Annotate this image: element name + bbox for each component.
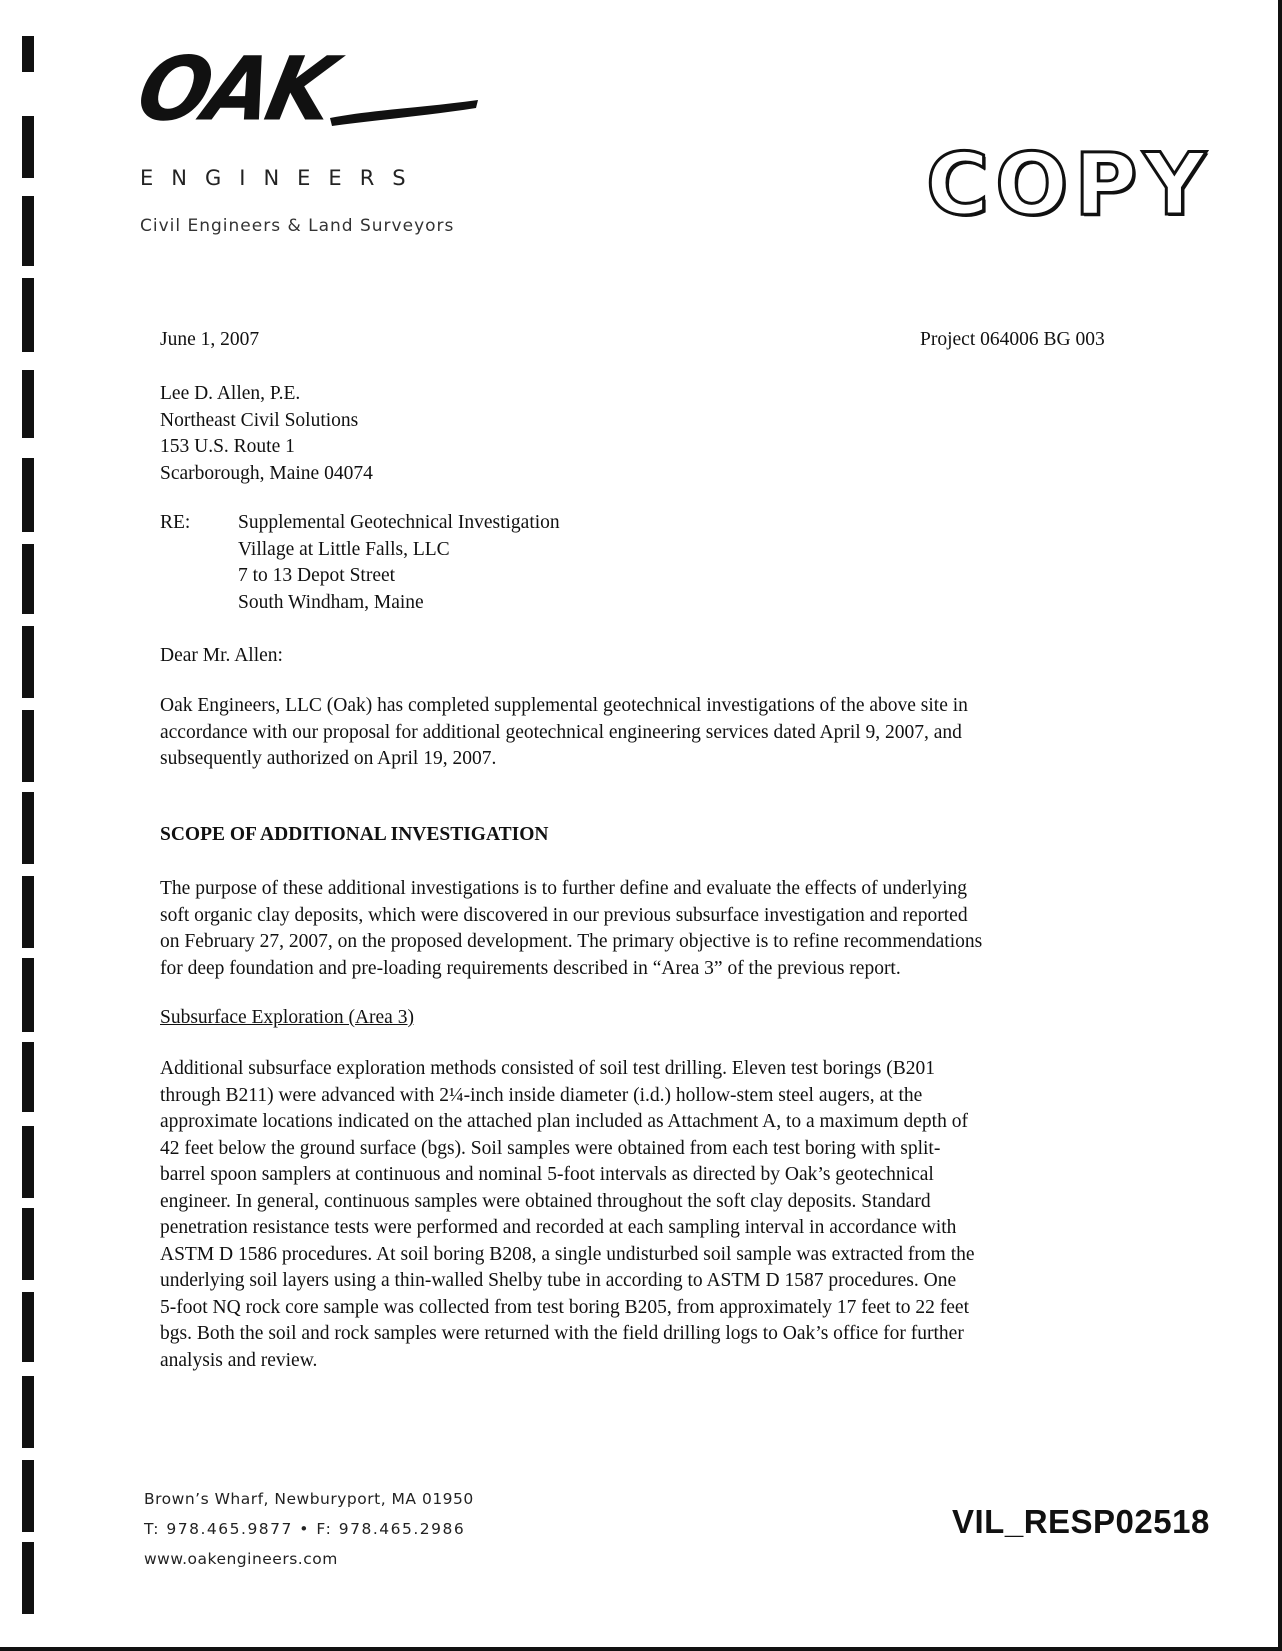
paragraph-line: 5-foot NQ rock core sample was collected from test boring B205, from approximately 17 feet to 22 feet (160, 1296, 970, 1318)
paragraph-line: Additional subsurface exploration methods consisted of soil test drilling. Eleven test borings (B201 (160, 1058, 936, 1079)
paragraph-line: approximate locations indicated on the attached plan included as Attachment A, to a maximum depth of (160, 1111, 968, 1132)
re-label: RE: (160, 512, 191, 533)
paragraph-line: soft organic clay deposits, which were discovered in our previous subsurface investigation and reported (160, 904, 968, 926)
re-line: South Windham, Maine (238, 591, 424, 613)
copy-stamp: COPY (926, 135, 1212, 235)
section-heading: SCOPE OF ADDITIONAL INVESTIGATION (160, 824, 549, 845)
paragraph-line: for deep foundation and pre-loading requirements described in “Area 3” of the previous report. (160, 957, 901, 979)
purpose-paragraph (160, 876, 1150, 982)
footer-contact (144, 1490, 474, 1580)
letter-date: June 1, 2007 (160, 329, 260, 350)
paragraph-line: Oak Engineers, LLC (Oak) has completed supplemental geotechnical investigations of the above site in (160, 695, 968, 716)
re-line: Village at Little Falls, LLC (238, 538, 450, 560)
paragraph-line: The purpose of these additional investigations is to further define and evaluate the effects of underlying (160, 878, 968, 899)
logo-wordmark: OAK (129, 37, 341, 141)
paragraph-line: engineer. In general, continuous samples were obtained throughout the soft clay deposits. Standard (160, 1190, 931, 1212)
exploration-paragraph (160, 1056, 1150, 1374)
paragraph-line: through B211) were advanced with 2¼-inch inside diameter (i.d.) hollow-stem steel augers, at the (160, 1084, 923, 1106)
paragraph-line: ASTM D 1586 procedures. At soil boring B208, a single undisturbed soil sample was extracted from the (160, 1243, 975, 1265)
paragraph-line: barrel spoon samplers at continuous and nominal 5-foot intervals as directed by Oak’s geotechnical (160, 1164, 934, 1185)
recipient-line: Northeast Civil Solutions (160, 409, 359, 431)
salutation: Dear Mr. Allen: (160, 645, 283, 666)
company-logo (129, 37, 480, 240)
re-subject (238, 510, 560, 616)
bates-number: VIL_RESP02518 (952, 1503, 1210, 1540)
project-number: Project 064006 BG 003 (920, 329, 1105, 350)
paragraph-line: analysis and review. (160, 1349, 318, 1371)
recipient-line: Scarborough, Maine 04074 (160, 462, 373, 484)
paragraph-line: 42 feet below the ground surface (bgs). Soil samples were obtained from each test boring with split- (160, 1137, 941, 1159)
recipient-address (160, 381, 373, 487)
re-line: Supplemental Geotechnical Investigation (238, 512, 560, 533)
footer-phone: T: 978.465.9877 • F: 978.465.2986 (144, 1520, 466, 1538)
logo-tagline: Civil Engineers & Land Surveyors (140, 216, 455, 236)
paragraph-line: on February 27, 2007, on the proposed development. The primary objective is to refine recommendations (160, 931, 983, 952)
footer-address: Brown’s Wharf, Newburyport, MA 01950 (144, 1490, 474, 1508)
re-line: 7 to 13 Depot Street (238, 565, 396, 586)
recipient-line: 153 U.S. Route 1 (160, 436, 295, 457)
scan-edge-marks (22, 30, 36, 1630)
subsection-heading: Subsurface Exploration (Area 3) (160, 1007, 414, 1028)
paragraph-line: penetration resistance tests were performed and recorded at each sampling interval in accordance with (160, 1217, 957, 1238)
intro-paragraph (160, 693, 1150, 773)
paragraph-line: accordance with our proposal for additional geotechnical engineering services dated April 9, 2007, and (160, 721, 962, 743)
paragraph-line: underlying soil layers using a thin-walled Shelby tube in according to ASTM D 1587 procedures. One (160, 1270, 957, 1291)
logo-company-word: ENGINEERS (140, 166, 424, 190)
footer-website: www.oakengineers.com (144, 1550, 338, 1568)
logo-swoosh-icon (330, 90, 480, 130)
paragraph-line: subsequently authorized on April 19, 2007. (160, 748, 497, 769)
paragraph-line: bgs. Both the soil and rock samples were returned with the field drilling logs to Oak’s office for further (160, 1323, 964, 1344)
recipient-line: Lee D. Allen, P.E. (160, 383, 301, 404)
